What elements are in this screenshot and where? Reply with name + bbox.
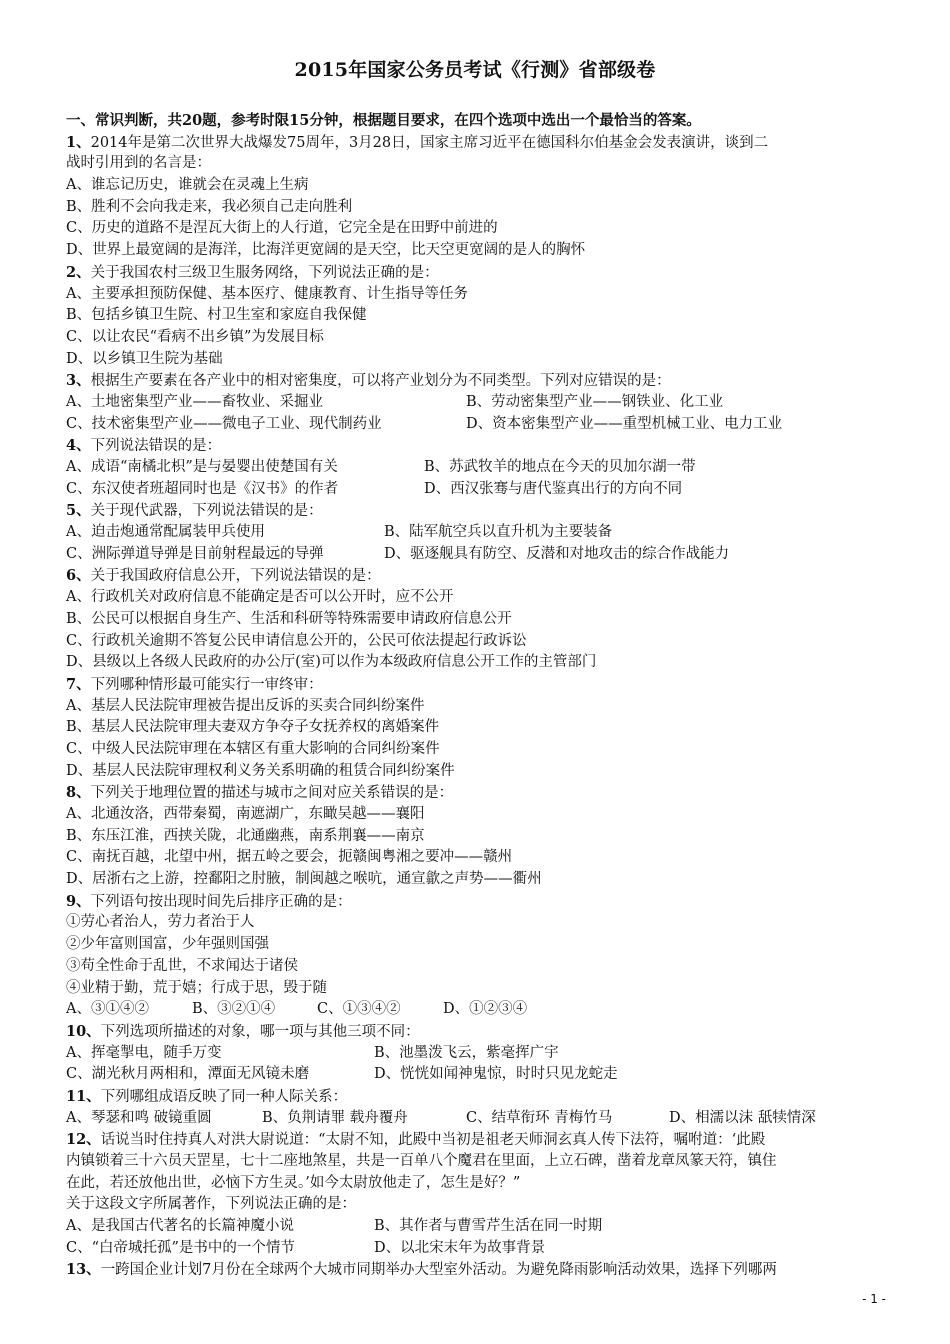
section-heading: 一、常识判断，共20题，参考时限15分钟，根据题目要求，在四个选项中选出一个最恰当的答案。 [66, 112, 701, 129]
option-d: D、①②③④ [443, 1001, 528, 1018]
option-d: D、驱逐舰具有防空、反潜和对地攻击的综合作战能力 [384, 545, 730, 562]
question-text: 下列哪组成语反映了同一种人际关系： [100, 1088, 348, 1105]
question-number: 7、 [66, 675, 91, 693]
option-a: A、主要承担预防保健、基本医疗、健康教育、计生指导等任务 [66, 285, 468, 302]
question-8 [66, 782, 886, 804]
option-b: B、基层人民法院审理夫妻双方争夺子女抚养权的离婚案件 [66, 719, 440, 736]
option-d: D、居浙右之上游，控鄱阳之肘腋，制闽越之喉吭，通宣歙之声势——衢州 [66, 871, 542, 888]
question-1 [66, 132, 886, 154]
option-a: A、土地密集型产业——畜牧业、采掘业 [66, 393, 323, 410]
option-row [66, 1238, 886, 1260]
question-text: 2014年是第二次世界大战爆发75周年，3月28日，国家主席习近平在德国科尔伯基金会发表演讲，谈到二 [90, 134, 769, 151]
question-9 [66, 891, 886, 913]
question-5 [66, 500, 886, 522]
question-text: 下列语句按出现时间先后排序正确的是： [90, 893, 352, 910]
option-d: D、相濡以沫 舐犊情深 [669, 1109, 816, 1126]
option-row [66, 544, 886, 566]
document-body [66, 110, 886, 1281]
option-b: B、公民可以根据自身生产、生活和科研等特殊需要申请政府信息公开 [66, 610, 512, 627]
question-number: 6、 [66, 567, 91, 585]
statement-3: ③苟全性命于乱世，不求闻达于诸侯 [66, 957, 298, 974]
question-text: 关于我国政府信息公开，下列说法错误的是： [90, 568, 381, 585]
option-a: A、琴瑟和鸣 破镜重圆 [66, 1109, 212, 1126]
statement-4: ④业精于勤，荒于嬉；行成于思，毁于随 [66, 979, 327, 996]
question-text: 一跨国企业计划7月份在全球两个大城市同期举办大型室外活动。为避免降雨影响活动效果，选择下列哪两 [100, 1262, 777, 1279]
statement-2: ②少年富则国富，少年强则国强 [66, 936, 269, 953]
option-b: B、③②①④ [192, 1001, 276, 1018]
question-number: 4、 [66, 437, 91, 455]
question-3 [66, 370, 886, 392]
option-a: A、谁忘记历史，谁就会在灵魂上生病 [66, 177, 309, 194]
question-7 [66, 674, 886, 696]
question-number: 13、 [66, 1261, 101, 1279]
option-b: B、苏武牧羊的地点在今天的贝加尔湖一带 [424, 459, 696, 475]
option-b: B、负荆请罪 载舟覆舟 [262, 1109, 408, 1126]
question-number: 12、 [66, 1131, 101, 1149]
option-b: B、劳动密集型产业——钢铁业、化工业 [466, 393, 724, 410]
option-c: C、技术密集型产业——微电子工业、现代制药业 [66, 415, 382, 432]
question-2 [66, 262, 886, 284]
option-c: C、①③④② [317, 1001, 401, 1018]
question-10 [66, 1021, 886, 1043]
question-text-cont: 内镇锁着三十六员天罡星，七十二座地煞星，共是一百单八个魔君在里面，上立石碑，凿着龙章凤篆天符，镇住 [66, 1153, 777, 1169]
question-number: 11、 [66, 1087, 101, 1105]
option-d: D、基层人民法院审理权利义务关系明确的租赁合同纠纷案件 [66, 762, 455, 779]
option-d: D、世界上最宽阔的是海洋，比海洋更宽阔的是天空，比天空更宽阔的是人的胸怀 [66, 242, 586, 259]
question-11 [66, 1086, 886, 1108]
option-row [66, 999, 886, 1021]
question-text-cont: 战时引用到的名言是： [66, 155, 211, 172]
question-text: 下列选项所描述的对象，哪一项与其他三项不同： [100, 1023, 420, 1040]
option-b: B、池墨泼飞云，紫毫挥广宇 [374, 1044, 559, 1061]
option-a: A、迫击炮通常配属装甲兵使用 [66, 524, 265, 541]
page-number: - 1 - [862, 1292, 886, 1306]
option-d: D、县级以上各级人民政府的办公厅(室)可以作为本级政府信息公开工作的主管部门 [66, 654, 597, 671]
option-row [66, 1108, 886, 1130]
option-b: B、陆军航空兵以直升机为主要装备 [384, 524, 613, 541]
option-d: D、以乡镇卫生院为基础 [66, 350, 223, 367]
question-number: 1、 [66, 133, 91, 151]
question-text: 关于现代武器，下列说法错误的是： [90, 503, 323, 520]
question-number: 5、 [66, 502, 91, 520]
option-c: C、结草衔环 青梅竹马 [466, 1109, 613, 1126]
option-a: A、是我国古代著名的长篇神魔小说 [66, 1218, 294, 1235]
option-d: D、恍恍如闻神鬼惊，时时只见龙蛇走 [374, 1066, 618, 1083]
question-number: 10、 [66, 1022, 101, 1040]
question-prompt: 关于这段文字所属著作，下列说法正确的是： [66, 1196, 356, 1213]
question-text: 关于我国农村三级卫生服务网络，下列说法正确的是： [90, 264, 439, 281]
question-12 [66, 1129, 886, 1151]
option-a: A、成语“南橘北枳”是与晏婴出使楚国有关 [66, 459, 338, 475]
question-number: 9、 [66, 892, 91, 910]
question-6 [66, 565, 886, 587]
question-number: 2、 [66, 263, 91, 281]
option-d: D、以北宋末年为故事背景 [374, 1239, 546, 1256]
option-c: C、“白帝城托孤”是书中的一个情节 [66, 1239, 295, 1256]
question-text: 根据生产要素在各产业中的相对密集度，可以将产业划分为不同类型。下列对应错误的是： [90, 373, 671, 390]
option-b: B、包括乡镇卫生院、村卫生室和家庭自我保健 [66, 307, 367, 324]
page-title: 2015年国家公务员考试《行测》省部级卷 [294, 59, 656, 81]
option-c: C、中级人民法院审理在本辖区有重大影响的合同纠纷案件 [66, 740, 440, 757]
question-text-cont: 在此，若还放他出世，必恼下方生灵。’如今太尉放他走了，怎生是好？” [66, 1174, 521, 1191]
option-c: C、湖光秋月两相和，潭面无风镜未磨 [66, 1066, 310, 1083]
statement-1: ①劳心者治人，劳力者治于人 [66, 914, 255, 931]
question-text: 下列哪种情形最可能实行一审终审： [90, 676, 323, 693]
option-row [66, 414, 886, 436]
option-c: C、历史的道路不是涅瓦大街上的人行道，它完全是在田野中前进的 [66, 220, 498, 237]
option-row [66, 392, 886, 414]
option-b: B、东压江淮，西挟关陇，北通幽燕，南系荆襄——南京 [66, 827, 425, 844]
option-row [66, 479, 886, 501]
option-c: C、东汉使者班超同时也是《汉书》的作者 [66, 480, 339, 497]
question-text: 下列关于地理位置的描述与城市之间对应关系错误的是： [90, 785, 454, 802]
option-row [66, 522, 886, 544]
option-a: A、北通汝洛，西带秦蜀，南遮湖广，东瞰吴越——襄阳 [66, 806, 425, 822]
option-c: C、以让农民“看病不出乡镇”为发展目标 [66, 328, 324, 345]
option-a: A、行政机关对政府信息不能确定是否可以公开时，应不公开 [66, 589, 454, 606]
question-number: 3、 [66, 372, 91, 390]
option-c: C、行政机关逾期不答复公民申请信息公开的，公民可依法提起行政诉讼 [66, 632, 527, 649]
option-row [66, 1216, 886, 1238]
option-row [66, 1043, 886, 1065]
option-d: D、西汉张骞与唐代鉴真出行的方向不同 [424, 480, 683, 497]
option-d: D、资本密集型产业——重型机械工业、电力工业 [466, 415, 783, 432]
option-a: A、③①④② [66, 1001, 149, 1018]
option-a: A、挥毫掣电，随手万变 [66, 1044, 222, 1061]
option-b: B、胜利不会向我走来，我必须自己走向胜利 [66, 198, 353, 215]
option-row [66, 457, 886, 479]
question-4 [66, 435, 886, 457]
question-text: 话说当时住持真人对洪大尉说道：“太尉不知，此殿中当初是祖老天师洞玄真人传下法符，嘱咐道：‘此殿 [100, 1132, 766, 1149]
option-a: A、基层人民法院审理被告提出反诉的买卖合同纠纷案件 [66, 697, 425, 714]
option-b: B、其作者与曹雪芹生活在同一时期 [374, 1218, 603, 1235]
option-c: C、洲际弹道导弹是目前射程最远的导弹 [66, 545, 324, 562]
question-13 [66, 1259, 886, 1281]
question-number: 8、 [66, 784, 91, 802]
option-c: C、南抚百越，北望中州，据五岭之要会，扼赣闽粤湘之要冲——赣州 [66, 849, 513, 866]
question-text: 下列说法错误的是： [90, 438, 222, 455]
option-row [66, 1064, 886, 1086]
